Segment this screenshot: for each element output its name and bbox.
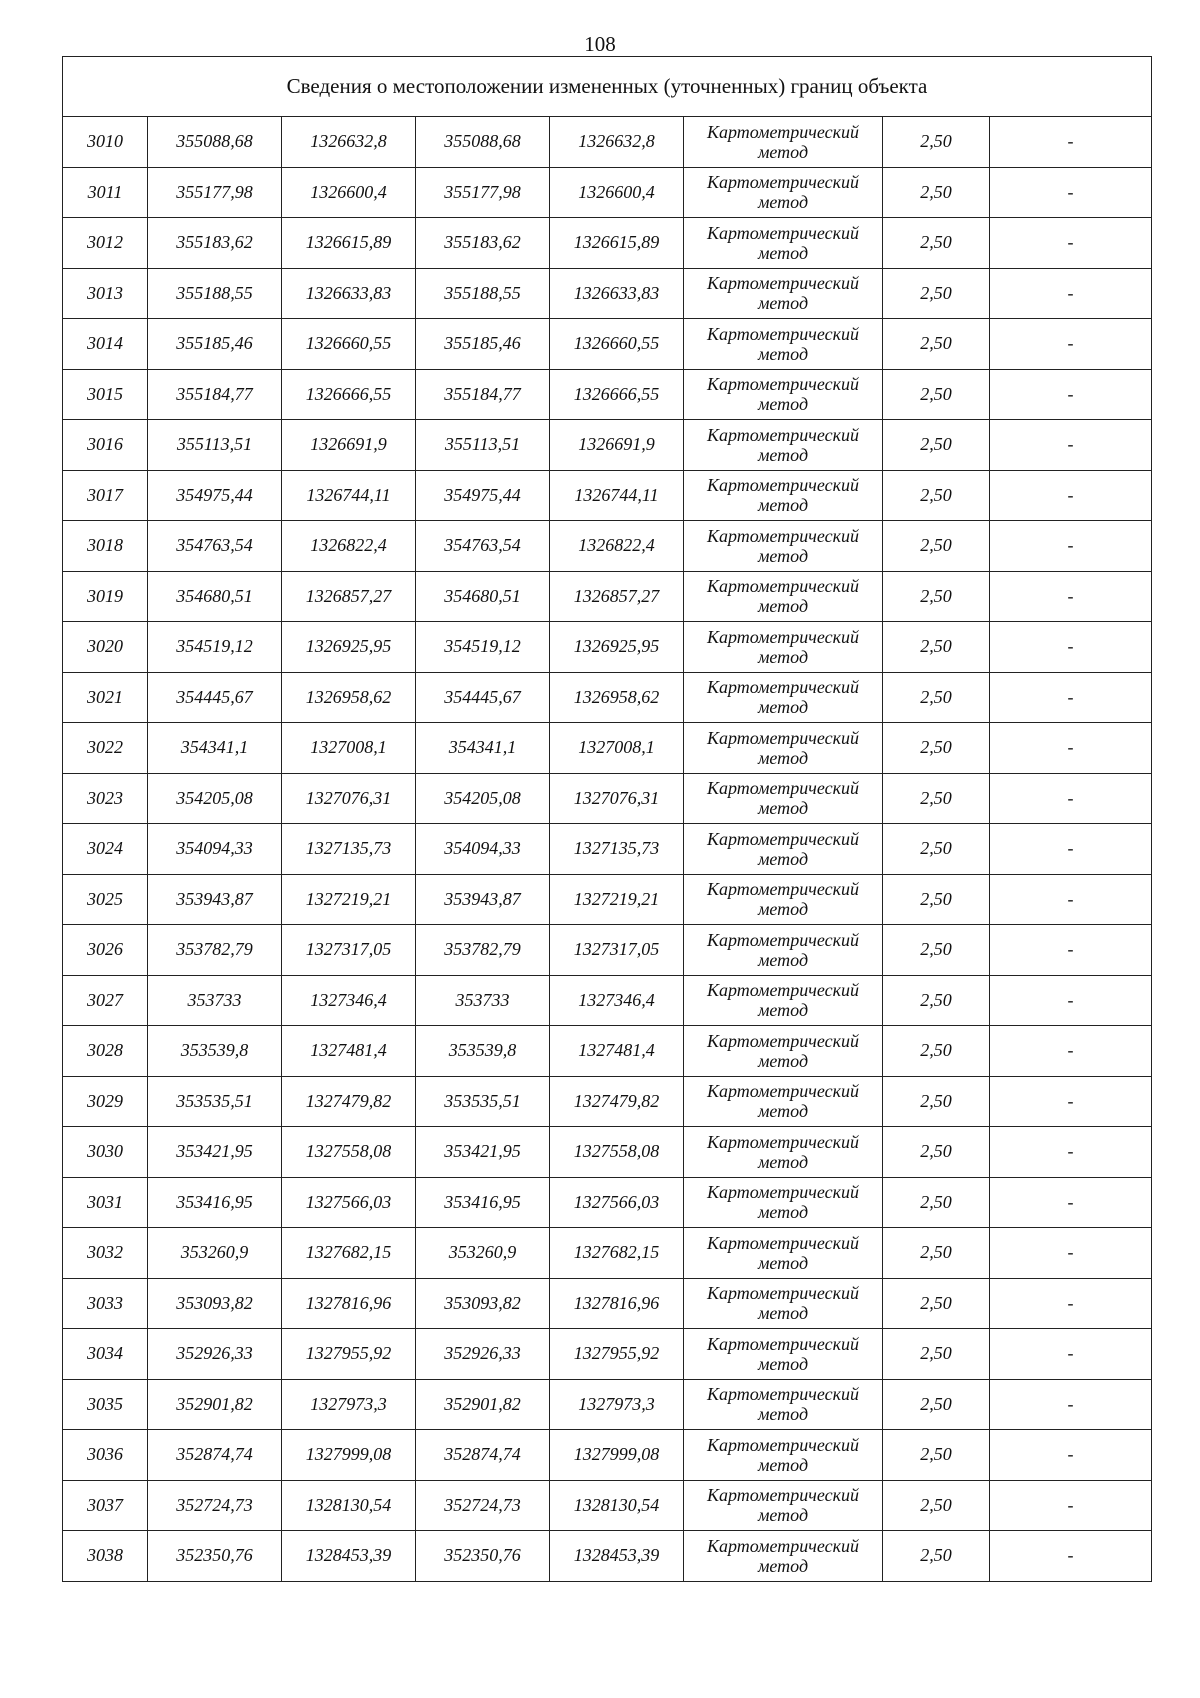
x-updated-cell: 353539,8 bbox=[416, 1026, 550, 1077]
table-row bbox=[63, 319, 1152, 370]
method-cell: Картометрический метод bbox=[684, 1379, 883, 1430]
y-existing-cell: 1326633,83 bbox=[282, 268, 416, 319]
method-cell: Картометрический метод bbox=[684, 167, 883, 218]
note-cell: - bbox=[990, 622, 1152, 673]
y-existing-cell: 1327135,73 bbox=[282, 824, 416, 875]
y-updated-cell: 1326822,4 bbox=[550, 521, 684, 572]
y-existing-cell: 1327973,3 bbox=[282, 1379, 416, 1430]
y-updated-cell: 1326857,27 bbox=[550, 571, 684, 622]
x-updated-cell: 352901,82 bbox=[416, 1379, 550, 1430]
x-existing-cell: 353782,79 bbox=[148, 925, 282, 976]
note-cell: - bbox=[990, 319, 1152, 370]
y-updated-cell: 1327558,08 bbox=[550, 1127, 684, 1178]
method-cell: Картометрический метод bbox=[684, 1480, 883, 1531]
method-cell: Картометрический метод bbox=[684, 824, 883, 875]
x-existing-cell: 355184,77 bbox=[148, 369, 282, 420]
table-row bbox=[63, 1127, 1152, 1178]
y-updated-cell: 1327682,15 bbox=[550, 1228, 684, 1279]
x-updated-cell: 355177,98 bbox=[416, 167, 550, 218]
y-updated-cell: 1326958,62 bbox=[550, 672, 684, 723]
y-updated-cell: 1327008,1 bbox=[550, 723, 684, 774]
y-existing-cell: 1326632,8 bbox=[282, 117, 416, 168]
note-cell: - bbox=[990, 369, 1152, 420]
table-row bbox=[63, 1076, 1152, 1127]
point-number-cell: 3016 bbox=[63, 420, 148, 471]
table-row bbox=[63, 824, 1152, 875]
method-cell: Картометрический метод bbox=[684, 622, 883, 673]
method-cell: Картометрический метод bbox=[684, 975, 883, 1026]
table-body bbox=[63, 57, 1152, 1582]
x-existing-cell: 354975,44 bbox=[148, 470, 282, 521]
table-row bbox=[63, 369, 1152, 420]
y-updated-cell: 1327479,82 bbox=[550, 1076, 684, 1127]
y-existing-cell: 1326600,4 bbox=[282, 167, 416, 218]
y-updated-cell: 1327955,92 bbox=[550, 1329, 684, 1380]
x-updated-cell: 353416,95 bbox=[416, 1177, 550, 1228]
x-updated-cell: 353535,51 bbox=[416, 1076, 550, 1127]
table-title-row bbox=[63, 57, 1152, 117]
table-row bbox=[63, 1430, 1152, 1481]
y-existing-cell: 1327076,31 bbox=[282, 773, 416, 824]
point-number-cell: 3017 bbox=[63, 470, 148, 521]
accuracy-cell: 2,50 bbox=[883, 369, 990, 420]
x-existing-cell: 352724,73 bbox=[148, 1480, 282, 1531]
y-updated-cell: 1328453,39 bbox=[550, 1531, 684, 1582]
x-existing-cell: 353733 bbox=[148, 975, 282, 1026]
method-cell: Картометрический метод bbox=[684, 1228, 883, 1279]
y-updated-cell: 1327346,4 bbox=[550, 975, 684, 1026]
x-updated-cell: 354680,51 bbox=[416, 571, 550, 622]
x-updated-cell: 353093,82 bbox=[416, 1278, 550, 1329]
y-updated-cell: 1326633,83 bbox=[550, 268, 684, 319]
y-existing-cell: 1328130,54 bbox=[282, 1480, 416, 1531]
point-number-cell: 3019 bbox=[63, 571, 148, 622]
x-existing-cell: 353093,82 bbox=[148, 1278, 282, 1329]
method-cell: Картометрический метод bbox=[684, 1177, 883, 1228]
y-updated-cell: 1327973,3 bbox=[550, 1379, 684, 1430]
method-cell: Картометрический метод bbox=[684, 420, 883, 471]
point-number-cell: 3037 bbox=[63, 1480, 148, 1531]
point-number-cell: 3013 bbox=[63, 268, 148, 319]
accuracy-cell: 2,50 bbox=[883, 1278, 990, 1329]
x-updated-cell: 352724,73 bbox=[416, 1480, 550, 1531]
note-cell: - bbox=[990, 925, 1152, 976]
method-cell: Картометрический метод bbox=[684, 117, 883, 168]
x-updated-cell: 353733 bbox=[416, 975, 550, 1026]
table-row bbox=[63, 975, 1152, 1026]
y-existing-cell: 1326666,55 bbox=[282, 369, 416, 420]
method-cell: Картометрический метод bbox=[684, 1076, 883, 1127]
accuracy-cell: 2,50 bbox=[883, 117, 990, 168]
point-number-cell: 3027 bbox=[63, 975, 148, 1026]
y-updated-cell: 1327999,08 bbox=[550, 1430, 684, 1481]
table-row bbox=[63, 521, 1152, 572]
x-existing-cell: 352901,82 bbox=[148, 1379, 282, 1430]
accuracy-cell: 2,50 bbox=[883, 1228, 990, 1279]
table-row bbox=[63, 874, 1152, 925]
x-updated-cell: 353782,79 bbox=[416, 925, 550, 976]
note-cell: - bbox=[990, 723, 1152, 774]
note-cell: - bbox=[990, 571, 1152, 622]
x-updated-cell: 352926,33 bbox=[416, 1329, 550, 1380]
note-cell: - bbox=[990, 1228, 1152, 1279]
x-existing-cell: 355177,98 bbox=[148, 167, 282, 218]
table-row bbox=[63, 571, 1152, 622]
note-cell: - bbox=[990, 975, 1152, 1026]
y-existing-cell: 1327682,15 bbox=[282, 1228, 416, 1279]
accuracy-cell: 2,50 bbox=[883, 1329, 990, 1380]
accuracy-cell: 2,50 bbox=[883, 218, 990, 269]
y-existing-cell: 1327558,08 bbox=[282, 1127, 416, 1178]
note-cell: - bbox=[990, 268, 1152, 319]
accuracy-cell: 2,50 bbox=[883, 470, 990, 521]
table-row bbox=[63, 1228, 1152, 1279]
x-updated-cell: 353421,95 bbox=[416, 1127, 550, 1178]
point-number-cell: 3032 bbox=[63, 1228, 148, 1279]
accuracy-cell: 2,50 bbox=[883, 925, 990, 976]
x-updated-cell: 355184,77 bbox=[416, 369, 550, 420]
x-existing-cell: 352926,33 bbox=[148, 1329, 282, 1380]
table-row bbox=[63, 470, 1152, 521]
method-cell: Картометрический метод bbox=[684, 1026, 883, 1077]
x-updated-cell: 355113,51 bbox=[416, 420, 550, 471]
accuracy-cell: 2,50 bbox=[883, 319, 990, 370]
accuracy-cell: 2,50 bbox=[883, 672, 990, 723]
y-existing-cell: 1327219,21 bbox=[282, 874, 416, 925]
note-cell: - bbox=[990, 1379, 1152, 1430]
accuracy-cell: 2,50 bbox=[883, 571, 990, 622]
x-existing-cell: 353943,87 bbox=[148, 874, 282, 925]
method-cell: Картометрический метод bbox=[684, 773, 883, 824]
y-existing-cell: 1326857,27 bbox=[282, 571, 416, 622]
table-row bbox=[63, 1480, 1152, 1531]
x-updated-cell: 355088,68 bbox=[416, 117, 550, 168]
table-row bbox=[63, 723, 1152, 774]
note-cell: - bbox=[990, 672, 1152, 723]
point-number-cell: 3026 bbox=[63, 925, 148, 976]
accuracy-cell: 2,50 bbox=[883, 1379, 990, 1430]
method-cell: Картометрический метод bbox=[684, 218, 883, 269]
point-number-cell: 3025 bbox=[63, 874, 148, 925]
table-row bbox=[63, 218, 1152, 269]
note-cell: - bbox=[990, 1480, 1152, 1531]
x-existing-cell: 353416,95 bbox=[148, 1177, 282, 1228]
y-existing-cell: 1326615,89 bbox=[282, 218, 416, 269]
point-number-cell: 3024 bbox=[63, 824, 148, 875]
y-existing-cell: 1328453,39 bbox=[282, 1531, 416, 1582]
page-number: 108 bbox=[584, 32, 616, 56]
y-existing-cell: 1327816,96 bbox=[282, 1278, 416, 1329]
point-number-cell: 3020 bbox=[63, 622, 148, 673]
table-row bbox=[63, 925, 1152, 976]
table-row bbox=[63, 1329, 1152, 1380]
accuracy-cell: 2,50 bbox=[883, 420, 990, 471]
x-existing-cell: 355183,62 bbox=[148, 218, 282, 269]
point-number-cell: 3021 bbox=[63, 672, 148, 723]
x-updated-cell: 353943,87 bbox=[416, 874, 550, 925]
x-updated-cell: 355183,62 bbox=[416, 218, 550, 269]
table-row bbox=[63, 622, 1152, 673]
x-existing-cell: 355113,51 bbox=[148, 420, 282, 471]
note-cell: - bbox=[990, 1329, 1152, 1380]
x-updated-cell: 355185,46 bbox=[416, 319, 550, 370]
y-updated-cell: 1326660,55 bbox=[550, 319, 684, 370]
table-row bbox=[63, 268, 1152, 319]
y-existing-cell: 1327479,82 bbox=[282, 1076, 416, 1127]
y-existing-cell: 1326925,95 bbox=[282, 622, 416, 673]
y-updated-cell: 1326615,89 bbox=[550, 218, 684, 269]
note-cell: - bbox=[990, 773, 1152, 824]
accuracy-cell: 2,50 bbox=[883, 874, 990, 925]
point-number-cell: 3011 bbox=[63, 167, 148, 218]
accuracy-cell: 2,50 bbox=[883, 1177, 990, 1228]
accuracy-cell: 2,50 bbox=[883, 1531, 990, 1582]
point-number-cell: 3023 bbox=[63, 773, 148, 824]
note-cell: - bbox=[990, 420, 1152, 471]
method-cell: Картометрический метод bbox=[684, 571, 883, 622]
point-number-cell: 3031 bbox=[63, 1177, 148, 1228]
y-existing-cell: 1327481,4 bbox=[282, 1026, 416, 1077]
accuracy-cell: 2,50 bbox=[883, 1076, 990, 1127]
y-updated-cell: 1326600,4 bbox=[550, 167, 684, 218]
method-cell: Картометрический метод bbox=[684, 319, 883, 370]
table-row bbox=[63, 1177, 1152, 1228]
method-cell: Картометрический метод bbox=[684, 1127, 883, 1178]
note-cell: - bbox=[990, 874, 1152, 925]
y-existing-cell: 1326660,55 bbox=[282, 319, 416, 370]
x-existing-cell: 353260,9 bbox=[148, 1228, 282, 1279]
table-row bbox=[63, 167, 1152, 218]
point-number-cell: 3018 bbox=[63, 521, 148, 572]
y-updated-cell: 1328130,54 bbox=[550, 1480, 684, 1531]
point-number-cell: 3012 bbox=[63, 218, 148, 269]
x-existing-cell: 354680,51 bbox=[148, 571, 282, 622]
accuracy-cell: 2,50 bbox=[883, 723, 990, 774]
note-cell: - bbox=[990, 218, 1152, 269]
y-updated-cell: 1327481,4 bbox=[550, 1026, 684, 1077]
method-cell: Картометрический метод bbox=[684, 1329, 883, 1380]
x-existing-cell: 352350,76 bbox=[148, 1531, 282, 1582]
y-existing-cell: 1327346,4 bbox=[282, 975, 416, 1026]
accuracy-cell: 2,50 bbox=[883, 167, 990, 218]
y-updated-cell: 1326691,9 bbox=[550, 420, 684, 471]
y-existing-cell: 1326822,4 bbox=[282, 521, 416, 572]
point-number-cell: 3033 bbox=[63, 1278, 148, 1329]
y-existing-cell: 1326958,62 bbox=[282, 672, 416, 723]
method-cell: Картометрический метод bbox=[684, 1430, 883, 1481]
y-updated-cell: 1327076,31 bbox=[550, 773, 684, 824]
y-updated-cell: 1327566,03 bbox=[550, 1177, 684, 1228]
boundary-coordinates-table bbox=[62, 56, 1152, 1582]
y-existing-cell: 1326691,9 bbox=[282, 420, 416, 471]
table-row bbox=[63, 1278, 1152, 1329]
note-cell: - bbox=[990, 1026, 1152, 1077]
accuracy-cell: 2,50 bbox=[883, 1480, 990, 1531]
method-cell: Картометрический метод bbox=[684, 369, 883, 420]
x-existing-cell: 353535,51 bbox=[148, 1076, 282, 1127]
x-existing-cell: 354763,54 bbox=[148, 521, 282, 572]
x-existing-cell: 354094,33 bbox=[148, 824, 282, 875]
method-cell: Картометрический метод bbox=[684, 268, 883, 319]
point-number-cell: 3036 bbox=[63, 1430, 148, 1481]
y-updated-cell: 1327135,73 bbox=[550, 824, 684, 875]
table-row bbox=[63, 117, 1152, 168]
method-cell: Картометрический метод bbox=[684, 925, 883, 976]
x-existing-cell: 355185,46 bbox=[148, 319, 282, 370]
y-updated-cell: 1327816,96 bbox=[550, 1278, 684, 1329]
method-cell: Картометрический метод bbox=[684, 1531, 883, 1582]
table-row bbox=[63, 1531, 1152, 1582]
table-row bbox=[63, 420, 1152, 471]
point-number-cell: 3038 bbox=[63, 1531, 148, 1582]
y-updated-cell: 1326666,55 bbox=[550, 369, 684, 420]
accuracy-cell: 2,50 bbox=[883, 1127, 990, 1178]
accuracy-cell: 2,50 bbox=[883, 975, 990, 1026]
table-row bbox=[63, 672, 1152, 723]
x-existing-cell: 354341,1 bbox=[148, 723, 282, 774]
x-existing-cell: 354205,08 bbox=[148, 773, 282, 824]
x-updated-cell: 354205,08 bbox=[416, 773, 550, 824]
method-cell: Картометрический метод bbox=[684, 723, 883, 774]
y-existing-cell: 1327999,08 bbox=[282, 1430, 416, 1481]
note-cell: - bbox=[990, 1278, 1152, 1329]
note-cell: - bbox=[990, 1177, 1152, 1228]
x-updated-cell: 354975,44 bbox=[416, 470, 550, 521]
method-cell: Картометрический метод bbox=[684, 874, 883, 925]
x-updated-cell: 354445,67 bbox=[416, 672, 550, 723]
note-cell: - bbox=[990, 470, 1152, 521]
x-existing-cell: 354519,12 bbox=[148, 622, 282, 673]
x-existing-cell: 355088,68 bbox=[148, 117, 282, 168]
x-updated-cell: 352350,76 bbox=[416, 1531, 550, 1582]
y-updated-cell: 1326925,95 bbox=[550, 622, 684, 673]
method-cell: Картометрический метод bbox=[684, 1278, 883, 1329]
accuracy-cell: 2,50 bbox=[883, 521, 990, 572]
x-existing-cell: 353421,95 bbox=[148, 1127, 282, 1178]
note-cell: - bbox=[990, 1076, 1152, 1127]
point-number-cell: 3010 bbox=[63, 117, 148, 168]
point-number-cell: 3028 bbox=[63, 1026, 148, 1077]
y-existing-cell: 1327317,05 bbox=[282, 925, 416, 976]
y-existing-cell: 1327566,03 bbox=[282, 1177, 416, 1228]
accuracy-cell: 2,50 bbox=[883, 622, 990, 673]
y-updated-cell: 1327219,21 bbox=[550, 874, 684, 925]
point-number-cell: 3030 bbox=[63, 1127, 148, 1178]
x-existing-cell: 353539,8 bbox=[148, 1026, 282, 1077]
note-cell: - bbox=[990, 117, 1152, 168]
accuracy-cell: 2,50 bbox=[883, 268, 990, 319]
accuracy-cell: 2,50 bbox=[883, 1430, 990, 1481]
note-cell: - bbox=[990, 167, 1152, 218]
accuracy-cell: 2,50 bbox=[883, 824, 990, 875]
y-existing-cell: 1327955,92 bbox=[282, 1329, 416, 1380]
note-cell: - bbox=[990, 1127, 1152, 1178]
x-existing-cell: 354445,67 bbox=[148, 672, 282, 723]
table-row bbox=[63, 1379, 1152, 1430]
point-number-cell: 3015 bbox=[63, 369, 148, 420]
y-updated-cell: 1326632,8 bbox=[550, 117, 684, 168]
x-existing-cell: 352874,74 bbox=[148, 1430, 282, 1481]
note-cell: - bbox=[990, 824, 1152, 875]
table-row bbox=[63, 1026, 1152, 1077]
point-number-cell: 3022 bbox=[63, 723, 148, 774]
x-updated-cell: 352874,74 bbox=[416, 1430, 550, 1481]
table-title: Сведения о местоположении измененных (уточненных) границ объекта bbox=[63, 57, 1152, 117]
x-existing-cell: 355188,55 bbox=[148, 268, 282, 319]
point-number-cell: 3034 bbox=[63, 1329, 148, 1380]
point-number-cell: 3014 bbox=[63, 319, 148, 370]
method-cell: Картометрический метод bbox=[684, 521, 883, 572]
x-updated-cell: 353260,9 bbox=[416, 1228, 550, 1279]
x-updated-cell: 355188,55 bbox=[416, 268, 550, 319]
y-existing-cell: 1327008,1 bbox=[282, 723, 416, 774]
method-cell: Картометрический метод bbox=[684, 672, 883, 723]
point-number-cell: 3035 bbox=[63, 1379, 148, 1430]
accuracy-cell: 2,50 bbox=[883, 773, 990, 824]
x-updated-cell: 354763,54 bbox=[416, 521, 550, 572]
note-cell: - bbox=[990, 1531, 1152, 1582]
x-updated-cell: 354094,33 bbox=[416, 824, 550, 875]
accuracy-cell: 2,50 bbox=[883, 1026, 990, 1077]
y-existing-cell: 1326744,11 bbox=[282, 470, 416, 521]
note-cell: - bbox=[990, 521, 1152, 572]
point-number-cell: 3029 bbox=[63, 1076, 148, 1127]
x-updated-cell: 354519,12 bbox=[416, 622, 550, 673]
y-updated-cell: 1326744,11 bbox=[550, 470, 684, 521]
table-row bbox=[63, 773, 1152, 824]
x-updated-cell: 354341,1 bbox=[416, 723, 550, 774]
y-updated-cell: 1327317,05 bbox=[550, 925, 684, 976]
method-cell: Картометрический метод bbox=[684, 470, 883, 521]
note-cell: - bbox=[990, 1430, 1152, 1481]
